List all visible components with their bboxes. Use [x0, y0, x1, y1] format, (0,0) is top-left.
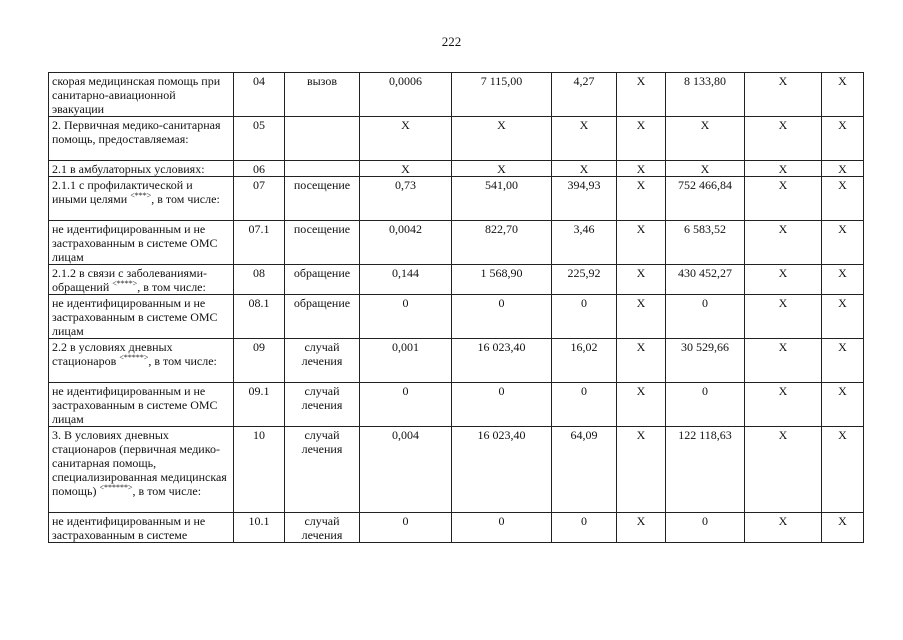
cell-volume: 0: [360, 383, 452, 427]
cell-unit: случай лечения: [285, 427, 360, 513]
cell-total: X: [745, 513, 822, 543]
cell-volume: 0,0042: [360, 221, 452, 265]
table-row: [49, 383, 864, 427]
cell-share: X: [822, 117, 864, 161]
cell-unit: обращение: [285, 265, 360, 295]
cell-total: X: [745, 339, 822, 383]
cell-indicator: не идентифицированным и не застрахованным в системе ОМС лицам: [49, 383, 234, 427]
cell-volume: 0: [360, 513, 452, 543]
table-row: [49, 339, 864, 383]
cell-oms-sum: 30 529,66: [666, 339, 745, 383]
cell-total: X: [745, 295, 822, 339]
cell-share: X: [822, 427, 864, 513]
cell-total: X: [745, 221, 822, 265]
cell-cost: 0: [452, 295, 552, 339]
cell-unit: обращение: [285, 295, 360, 339]
cell-row-code: 07.1: [234, 221, 285, 265]
cell-total: X: [745, 383, 822, 427]
cell-cost: 16 023,40: [452, 427, 552, 513]
cell-share: X: [822, 265, 864, 295]
cell-unit: вызов: [285, 73, 360, 117]
table-row: [49, 161, 864, 177]
cell-oms-sum: 8 133,80: [666, 73, 745, 117]
cell-unit: случай лечения: [285, 383, 360, 427]
cell-indicator: 2.1.1 с профилактической и иными целями <***>, в том числе:: [49, 177, 234, 221]
table-row: [49, 177, 864, 221]
cell-total: X: [745, 161, 822, 177]
cell-indicator: 2.1 в амбулаторных условиях:: [49, 161, 234, 177]
table-row: [49, 513, 864, 543]
cell-share: X: [822, 221, 864, 265]
cell-per-capita: 64,09: [552, 427, 617, 513]
cell-budget: X: [617, 265, 666, 295]
cell-row-code: 09.1: [234, 383, 285, 427]
cell-indicator: не идентифицированным и не застрахованным в системе ОМС лицам: [49, 221, 234, 265]
cell-cost: 0: [452, 513, 552, 543]
cell-oms-sum: 0: [666, 295, 745, 339]
cell-cost: 1 568,90: [452, 265, 552, 295]
cell-indicator: 2.2 в условиях дневных стационаров <*****>, в том числе:: [49, 339, 234, 383]
cell-indicator: 2.1.2 в связи с заболеваниями-обращений <****>, в том числе:: [49, 265, 234, 295]
table-row: [49, 295, 864, 339]
cell-budget: X: [617, 383, 666, 427]
cell-cost: 541,00: [452, 177, 552, 221]
cell-indicator: не идентифицированным и не застрахованным в системе ОМС лицам: [49, 295, 234, 339]
cell-per-capita: 0: [552, 295, 617, 339]
cell-per-capita: X: [552, 161, 617, 177]
cell-cost: 16 023,40: [452, 339, 552, 383]
cell-budget: X: [617, 221, 666, 265]
cell-budget: X: [617, 161, 666, 177]
cell-cost: 7 115,00: [452, 73, 552, 117]
cell-row-code: 08: [234, 265, 285, 295]
cell-row-code: 05: [234, 117, 285, 161]
cell-share: X: [822, 339, 864, 383]
cell-total: X: [745, 73, 822, 117]
cell-unit: [285, 117, 360, 161]
cell-volume: X: [360, 117, 452, 161]
cell-cost: X: [452, 117, 552, 161]
cell-per-capita: 16,02: [552, 339, 617, 383]
cell-volume: 0,001: [360, 339, 452, 383]
cell-indicator: не идентифицированным и не застрахованным в системе: [49, 513, 234, 543]
cell-volume: X: [360, 161, 452, 177]
cell-oms-sum: 122 118,63: [666, 427, 745, 513]
cell-per-capita: 0: [552, 513, 617, 543]
cell-row-code: 08.1: [234, 295, 285, 339]
cell-cost: 822,70: [452, 221, 552, 265]
cell-volume: 0,0006: [360, 73, 452, 117]
cell-oms-sum: 752 466,84: [666, 177, 745, 221]
table-row: [49, 427, 864, 513]
cell-row-code: 10: [234, 427, 285, 513]
cell-oms-sum: 430 452,27: [666, 265, 745, 295]
cell-row-code: 04: [234, 73, 285, 117]
cell-budget: X: [617, 177, 666, 221]
cell-oms-sum: 0: [666, 383, 745, 427]
cell-per-capita: 4,27: [552, 73, 617, 117]
cell-unit: посещение: [285, 221, 360, 265]
cell-oms-sum: X: [666, 161, 745, 177]
cell-cost: 0: [452, 383, 552, 427]
cell-budget: X: [617, 117, 666, 161]
table-row: [49, 117, 864, 161]
cell-budget: X: [617, 339, 666, 383]
cell-share: X: [822, 161, 864, 177]
cell-total: X: [745, 117, 822, 161]
cell-unit: посещение: [285, 177, 360, 221]
cell-per-capita: 225,92: [552, 265, 617, 295]
cell-indicator: скорая медицинская помощь при санитарно-авиационной эвакуации: [49, 73, 234, 117]
cell-share: X: [822, 383, 864, 427]
cell-per-capita: 3,46: [552, 221, 617, 265]
cell-share: X: [822, 295, 864, 339]
cell-share: X: [822, 73, 864, 117]
cell-volume: 0,144: [360, 265, 452, 295]
cell-indicator: 2. Первичная медико-санитарная помощь, предоставляемая:: [49, 117, 234, 161]
cell-volume: 0: [360, 295, 452, 339]
cell-oms-sum: 0: [666, 513, 745, 543]
table-row: [49, 265, 864, 295]
cell-budget: X: [617, 427, 666, 513]
cell-oms-sum: 6 583,52: [666, 221, 745, 265]
cell-row-code: 09: [234, 339, 285, 383]
cell-budget: X: [617, 73, 666, 117]
cell-row-code: 06: [234, 161, 285, 177]
cell-budget: X: [617, 513, 666, 543]
cell-volume: 0,73: [360, 177, 452, 221]
cell-share: X: [822, 177, 864, 221]
cell-unit: случай лечения: [285, 513, 360, 543]
cell-indicator: 3. В условиях дневных стационаров (первичная медико-санитарная помощь, специализированная медицинская помощь) <******>, в том числе:: [49, 427, 234, 513]
page-number: 222: [441, 34, 462, 49]
cell-oms-sum: X: [666, 117, 745, 161]
cell-volume: 0,004: [360, 427, 452, 513]
cell-row-code: 07: [234, 177, 285, 221]
cell-total: X: [745, 177, 822, 221]
cell-cost: X: [452, 161, 552, 177]
cell-per-capita: X: [552, 117, 617, 161]
cell-unit: случай лечения: [285, 339, 360, 383]
table-row: [49, 73, 864, 117]
cell-per-capita: 0: [552, 383, 617, 427]
cell-unit: [285, 161, 360, 177]
cell-per-capita: 394,93: [552, 177, 617, 221]
cell-share: X: [822, 513, 864, 543]
cell-row-code: 10.1: [234, 513, 285, 543]
data-table: [48, 72, 864, 543]
cell-budget: X: [617, 295, 666, 339]
cell-total: X: [745, 427, 822, 513]
cell-total: X: [745, 265, 822, 295]
table-row: [49, 221, 864, 265]
